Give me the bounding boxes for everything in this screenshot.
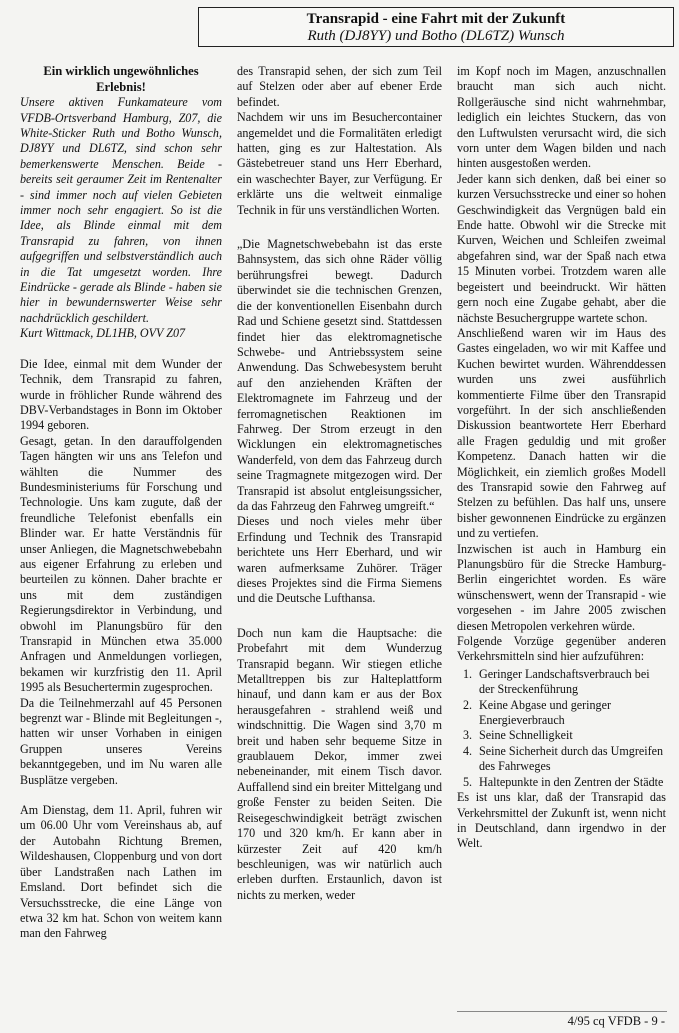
page-footer: 4/95 cq VFDB - 9 - bbox=[567, 1014, 665, 1028]
paragraph: Folgende Vorzüge gegenüber anderen Verkehrsmitteln sind hier aufzuführen: bbox=[457, 634, 666, 664]
article-title-box bbox=[198, 7, 674, 47]
advantages-list bbox=[457, 667, 666, 790]
column-3 bbox=[457, 64, 666, 852]
paragraph: Die Idee, einmal mit dem Wunder der Technik, dem Transrapid zu fahren, wurde in fröhlicher Runde während des DBV-Verbandstages in Bonn im Oktober 1994 geboren. bbox=[20, 356, 222, 433]
paragraph: Am Dienstag, dem 11. April, fuhren wir um 06.00 Uhr vom Vereinshaus ab, auf der Autobahn Richtung Bremen, Wildeshausen, Cloppenburg und von dort über Landstraßen nach Lathen im Emsland. Dort befindet sich die Versuchsstrecke, die eine Länge von etwa 32 km hat. Schon von weitem kann man den Fahrweg bbox=[20, 803, 222, 941]
paragraph: Doch nun kam die Hauptsache: die Probefahrt mit dem Wunderzug Transrapid begann. Wir stiegen etliche Metalltreppen bis zur Halteplattform hinauf, und dann kam er aus der Box herausgefahren - strahlend weiß und windschnittig. Die Wagen sind 3,70 m breit und haben sehr bequeme Sitze in graublauem Dekor, immer zwei nebeneinander, mit einem Tisch davor. Auffallend sind ein breiter Mittelgang und große Fenster zu beiden Seiten. Die Reisegeschwindigkeit beträgt zwischen 170 und 320 km/h. Er kann aber in kürzester Zeit auf 420 km/h beschleunigen, was wir natürlich auch erleben durften. Erstaunlich, davon ist nichts zu merken, weder bbox=[237, 625, 442, 902]
paragraph: „Die Magnetschwebebahn ist das erste Bahnsystem, das sich ohne Räder völlig berührungsfrei bewegt. Dadurch überwindet sie die technischen Grenzen, die der konventionellen Eisenbahn durch Rad und Schiene gesetzt sind. Stattdessen findet hier das elektromagnetische Schwebe- und Antriebssystem seine Anwendung. Das Schwebesystem beruht auf den anziehenden Kräften der Elektromagnete im Fahrzeug und der ferromagnetischen Reaktionen im Fahrweg. Der Strom erzeugt in den Wicklungen ein elektromagnetisches Wanderfeld, von dem das Fahrzeug durch seine Tragmagnete mitgezogen wird. Der Transrapid ist absolut entgleisungssicher, da das Fahrzeug den Fahrweg umgreift.“ bbox=[237, 237, 442, 513]
paragraph: Gesagt, getan. In den darauffolgenden Tagen hängten wir uns ans Telefon und wählten die Nummer des Bundesministeriums für Forschung und Technologie. Uns kam zugute, daß der freundliche Telefonist ebenfalls ein Blinder war. Er hatte Verständnis für unser Anliegen, die Magnetschwebebahn aus eigener Erfahrung zu erleben und beurteilen zu können. Daher brachte er uns mit dem zuständigen Regierungsdirektor in Verbindung, und obwohl im Planungsbüro für den Transrapid in München etwa 35.000 Anfragen und Anmeldungen vorliegen, bekamen wir kurzfristig den 11. April 1995 als Besuchertermin zugesprochen. bbox=[20, 433, 222, 695]
column-1 bbox=[20, 64, 222, 942]
paragraph: Da die Teilnehmerzahl auf 45 Personen begrenzt war - Blinde mit Begleitungen -, hatten wir unser Vorhaben in einigen Gruppen unseres Vereins bekanntgegeben, und im Nu waren alle Busplätze vergeben. bbox=[20, 695, 222, 787]
paragraph: Dieses und noch vieles mehr über Erfindung und Technik des Transrapid berichtete uns Herr Eberhard, und wir waren aufmerksame Zuhörer. Träger dieses Projektes sind die Firma Siemens und die Deutsche Lufthansa. bbox=[237, 514, 442, 606]
list-item: 3. Seine Schnelligkeit bbox=[463, 728, 573, 743]
paragraph: Es ist uns klar, daß der Transrapid das Verkehrsmittel der Zukunft ist, wenn nicht in Deutschland, dann irgendwo in der Welt. bbox=[457, 790, 666, 851]
intro-headline-line-1: Ein wirklich ungewöhnliches bbox=[43, 64, 199, 78]
list-item: 4. Seine Sicherheit durch das Umgreifen des Fahrweges bbox=[463, 743, 664, 774]
paragraph: Jeder kann sich denken, daß bei einer so kurzen Versuchsstrecke und einer so hohen Geschwindigkeit das Vergnügen bald ein Ende hatte. Obwohl wir die Strecke mit Kurven, Weichen und Schleifen zweimal abgefahren sind, war der Spaß nach etwa 15 Minuten vorbei. Trotzdem waren alle begeistert und beeindruckt. Wir hätten gern noch eine Zugabe gehabt, aber die nächste Besuchergruppe wartete schon. bbox=[457, 171, 666, 325]
intro-text: Unsere aktiven Funkamateure vom VFDB-Ortsverband Hamburg, Z07, die White-Sticker Ruth und Botho Wunsch, DJ8YY und DL6TZ, sind schon sehr bemerkenswerte Menschen. Beide - bereits seit geraumer Zeit im Rentenalter - sind immer noch auf vielen Gebieten immer noch sehr engagiert. So ist die Idee, als Blinde einmal mit dem Transrapid zu fahren, von ihnen aufgegriffen und selbstverständlich auch in die Tat umgesetzt worden. Ihre Eindrücke - gerade als Blinde - haben sie hier in bewundernswerter Weise sehr nachdrücklich geschildert. bbox=[20, 95, 222, 325]
column-2 bbox=[237, 64, 442, 903]
paragraph: des Transrapid sehen, der sich zum Teil auf Stelzen oder aber auf ebener Erde befindet. bbox=[237, 64, 442, 109]
intro-headline-line-2: Erlebnis! bbox=[96, 79, 146, 94]
intro-signature: Kurt Wittmack, DL1HB, OVV Z07 bbox=[20, 326, 186, 341]
list-item: 1. Geringer Landschaftsverbrauch bei der Streckenführung bbox=[463, 666, 650, 697]
article-title: Transrapid - eine Fahrt mit der Zukunft bbox=[306, 11, 566, 27]
list-item: 5. Haltepunkte in den Zentren der Städte bbox=[463, 774, 664, 789]
paragraph: im Kopf noch im Magen, anzuschnallen braucht man sich auch nicht. Rollgeräusche sind nicht wahrnehmbar, lediglich ein leichtes Stuckern, das von den Luftwulsten verursacht wird, die sich vorn unter dem Wagen bilden und nach hinten ausgestoßen werden. bbox=[457, 64, 666, 171]
paragraph: Anschließend waren wir im Haus des Gastes eingeladen, wo wir mit Kaffee und Kuchen bewirtet wurden. Währenddessen wurden uns zwei ausführlich kommentierte Filme über den Transrapid vorgeführt. In der sich anschließenden Diskussion beantwortete Herr Eberhard alle Fragen geduldig und mit großer Kompetenz. Danach hatten wir die Möglichkeit, ein ziemlich großes Modell des Transrapid sowie den Fahrweg auf Stelzen zu befühlen. Das half uns, unsere bisher gewonnenen Eindrücke zu ergänzen und zu vertiefen. bbox=[457, 325, 666, 541]
footer-rule bbox=[457, 1011, 667, 1012]
article-authors: Ruth (DJ8YY) und Botho (DL6TZ) Wunsch bbox=[307, 28, 565, 44]
paragraph: Inzwischen ist auch in Hamburg ein Planungsbüro für die Strecke Hamburg-Berlin eingerichtet worden. Es wäre wünschenswert, wenn der Transrapid - wie vorgesehen - im Jahre 2005 zwischen diesen Metropolen verkehren würde. bbox=[457, 541, 666, 633]
paragraph: Nachdem wir uns im Besuchercontainer angemeldet und die Formalitäten erledigt hatten, ging es zur Haltestation. Als Gästebetreuer stand uns Herr Eberhard, ein waschechter Bayer, zur Verfügung. Er erklärte uns die weltweit einmalige Technik in für uns verständlichen Worten. bbox=[237, 110, 442, 217]
list-item: 2. Keine Abgase und geringer Energieverbrauch bbox=[463, 697, 611, 728]
